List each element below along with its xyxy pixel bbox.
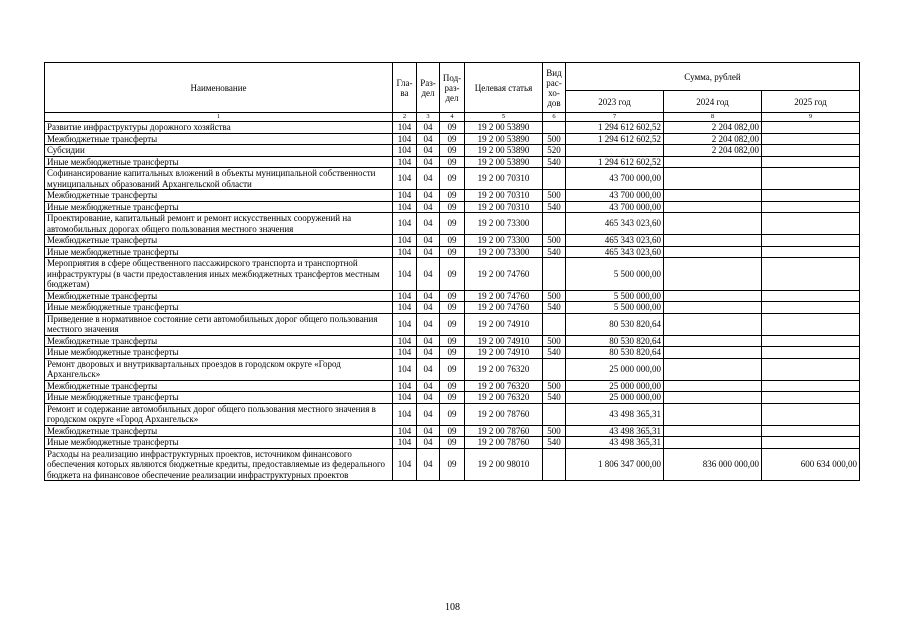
row-vid: 540 bbox=[543, 302, 566, 314]
row-target: 19 2 00 74760 bbox=[465, 258, 543, 291]
table-row bbox=[45, 335, 860, 347]
row-sum-2023: 43 700 000,00 bbox=[566, 168, 664, 190]
row-sum-2024 bbox=[664, 313, 762, 335]
row-podrazdel: 09 bbox=[440, 425, 465, 437]
row-razdel: 04 bbox=[417, 437, 440, 449]
column-number: 3 bbox=[417, 113, 440, 122]
row-target: 19 2 00 53890 bbox=[465, 156, 543, 168]
row-glava: 104 bbox=[393, 246, 417, 258]
row-name: Софинансирование капитальных вложений в объекты муниципальной собственности муниципальных образований Архангельской области bbox=[45, 168, 393, 190]
table-row bbox=[45, 168, 860, 190]
row-vid bbox=[543, 168, 566, 190]
row-podrazdel: 09 bbox=[440, 246, 465, 258]
row-sum-2024: 836 000 000,00 bbox=[664, 448, 762, 481]
row-sum-2023: 25 000 000,00 bbox=[566, 358, 664, 380]
row-name: Приведение в нормативное состояние сети автомобильных дорог общего пользования местного значения bbox=[45, 313, 393, 335]
row-vid: 500 bbox=[543, 425, 566, 437]
row-podrazdel: 09 bbox=[440, 358, 465, 380]
row-name: Иные межбюджетные трансферты bbox=[45, 437, 393, 449]
row-sum-2025 bbox=[762, 313, 860, 335]
row-glava: 104 bbox=[393, 145, 417, 157]
row-sum-2024 bbox=[664, 156, 762, 168]
row-sum-2024: 2 204 082,00 bbox=[664, 122, 762, 134]
row-podrazdel: 09 bbox=[440, 437, 465, 449]
row-sum-2023: 43 498 365,31 bbox=[566, 425, 664, 437]
row-vid: 500 bbox=[543, 133, 566, 145]
row-sum-2025 bbox=[762, 302, 860, 314]
row-sum-2024 bbox=[664, 213, 762, 235]
row-podrazdel: 09 bbox=[440, 190, 465, 202]
table-row bbox=[45, 437, 860, 449]
row-sum-2023: 25 000 000,00 bbox=[566, 380, 664, 392]
row-sum-2023: 43 700 000,00 bbox=[566, 190, 664, 202]
row-target: 19 2 00 73300 bbox=[465, 246, 543, 258]
row-razdel: 04 bbox=[417, 403, 440, 425]
table-row bbox=[45, 213, 860, 235]
row-name: Иные межбюджетные трансферты bbox=[45, 246, 393, 258]
column-number: 9 bbox=[762, 113, 860, 122]
row-sum-2025 bbox=[762, 168, 860, 190]
header-vid: Вид рас-хо-дов bbox=[543, 63, 566, 113]
row-name: Иные межбюджетные трансферты bbox=[45, 392, 393, 404]
budget-table bbox=[44, 62, 860, 481]
row-vid: 540 bbox=[543, 201, 566, 213]
row-sum-2023: 465 343 023,60 bbox=[566, 235, 664, 247]
row-name: Иные межбюджетные трансферты bbox=[45, 302, 393, 314]
row-target: 19 2 00 98010 bbox=[465, 448, 543, 481]
row-name: Развитие инфраструктуры дорожного хозяйства bbox=[45, 122, 393, 134]
row-podrazdel: 09 bbox=[440, 213, 465, 235]
table-row bbox=[45, 246, 860, 258]
row-sum-2023: 80 530 820,64 bbox=[566, 313, 664, 335]
row-sum-2023: 43 498 365,31 bbox=[566, 437, 664, 449]
row-sum-2024: 2 204 082,00 bbox=[664, 145, 762, 157]
row-glava: 104 bbox=[393, 133, 417, 145]
row-name: Межбюджетные трансферты bbox=[45, 290, 393, 302]
row-vid bbox=[543, 403, 566, 425]
row-sum-2023: 1 806 347 000,00 bbox=[566, 448, 664, 481]
row-sum-2025 bbox=[762, 347, 860, 359]
row-sum-2025 bbox=[762, 235, 860, 247]
row-sum-2024 bbox=[664, 437, 762, 449]
header-2024: 2024 год bbox=[664, 91, 762, 113]
row-sum-2024 bbox=[664, 335, 762, 347]
row-vid: 500 bbox=[543, 190, 566, 202]
row-sum-2024 bbox=[664, 392, 762, 404]
row-razdel: 04 bbox=[417, 347, 440, 359]
row-target: 19 2 00 73300 bbox=[465, 235, 543, 247]
row-sum-2024 bbox=[664, 403, 762, 425]
row-podrazdel: 09 bbox=[440, 392, 465, 404]
row-sum-2025 bbox=[762, 145, 860, 157]
row-razdel: 04 bbox=[417, 201, 440, 213]
row-sum-2023: 43 498 365,31 bbox=[566, 403, 664, 425]
row-glava: 104 bbox=[393, 313, 417, 335]
row-podrazdel: 09 bbox=[440, 145, 465, 157]
row-podrazdel: 09 bbox=[440, 403, 465, 425]
row-sum-2025 bbox=[762, 290, 860, 302]
row-name: Межбюджетные трансферты bbox=[45, 190, 393, 202]
header-razdel: Раз-дел bbox=[417, 63, 440, 113]
row-target: 19 2 00 53890 bbox=[465, 133, 543, 145]
row-sum-2023: 43 700 000,00 bbox=[566, 201, 664, 213]
row-sum-2024 bbox=[664, 258, 762, 291]
row-sum-2023: 5 500 000,00 bbox=[566, 290, 664, 302]
row-sum-2024 bbox=[664, 201, 762, 213]
row-sum-2025 bbox=[762, 358, 860, 380]
row-sum-2023 bbox=[566, 145, 664, 157]
column-number: 8 bbox=[664, 113, 762, 122]
row-glava: 104 bbox=[393, 302, 417, 314]
row-vid: 540 bbox=[543, 347, 566, 359]
row-glava: 104 bbox=[393, 425, 417, 437]
row-vid bbox=[543, 358, 566, 380]
row-sum-2023: 5 500 000,00 bbox=[566, 258, 664, 291]
table-row bbox=[45, 358, 860, 380]
header-name: Наименование bbox=[45, 63, 393, 113]
row-vid: 540 bbox=[543, 156, 566, 168]
header-2023: 2023 год bbox=[566, 91, 664, 113]
row-sum-2024 bbox=[664, 347, 762, 359]
row-sum-2025 bbox=[762, 425, 860, 437]
row-target: 19 2 00 70310 bbox=[465, 201, 543, 213]
row-razdel: 04 bbox=[417, 335, 440, 347]
row-glava: 104 bbox=[393, 437, 417, 449]
row-vid: 520 bbox=[543, 145, 566, 157]
row-podrazdel: 09 bbox=[440, 302, 465, 314]
row-razdel: 04 bbox=[417, 213, 440, 235]
row-vid: 500 bbox=[543, 290, 566, 302]
header-target: Целевая статья bbox=[465, 63, 543, 113]
row-razdel: 04 bbox=[417, 122, 440, 134]
row-sum-2024 bbox=[664, 358, 762, 380]
row-target: 19 2 00 53890 bbox=[465, 122, 543, 134]
table-row bbox=[45, 302, 860, 314]
row-target: 19 2 00 74760 bbox=[465, 302, 543, 314]
row-sum-2025 bbox=[762, 122, 860, 134]
row-razdel: 04 bbox=[417, 448, 440, 481]
row-name: Субсидии bbox=[45, 145, 393, 157]
row-name: Проектирование, капитальный ремонт и ремонт искусственных сооружений на автомобильных дорогах общего пользования местного значения bbox=[45, 213, 393, 235]
row-podrazdel: 09 bbox=[440, 380, 465, 392]
row-target: 19 2 00 70310 bbox=[465, 168, 543, 190]
row-sum-2023: 80 530 820,64 bbox=[566, 335, 664, 347]
row-name: Иные межбюджетные трансферты bbox=[45, 201, 393, 213]
table-row bbox=[45, 425, 860, 437]
row-vid bbox=[543, 122, 566, 134]
row-sum-2025 bbox=[762, 133, 860, 145]
table-row bbox=[45, 448, 860, 481]
column-number: 7 bbox=[566, 113, 664, 122]
row-podrazdel: 09 bbox=[440, 290, 465, 302]
row-razdel: 04 bbox=[417, 425, 440, 437]
row-razdel: 04 bbox=[417, 133, 440, 145]
row-sum-2024 bbox=[664, 425, 762, 437]
page-number: 108 bbox=[445, 602, 460, 613]
row-vid bbox=[543, 213, 566, 235]
row-glava: 104 bbox=[393, 122, 417, 134]
row-vid bbox=[543, 258, 566, 291]
table-row bbox=[45, 313, 860, 335]
table-row bbox=[45, 235, 860, 247]
row-vid: 540 bbox=[543, 246, 566, 258]
row-podrazdel: 09 bbox=[440, 448, 465, 481]
row-sum-2025 bbox=[762, 190, 860, 202]
row-sum-2025 bbox=[762, 246, 860, 258]
row-razdel: 04 bbox=[417, 358, 440, 380]
row-glava: 104 bbox=[393, 392, 417, 404]
row-sum-2025 bbox=[762, 258, 860, 291]
row-target: 19 2 00 74910 bbox=[465, 347, 543, 359]
row-podrazdel: 09 bbox=[440, 122, 465, 134]
row-target: 19 2 00 73300 bbox=[465, 213, 543, 235]
header-sum: Сумма, рублей bbox=[566, 63, 860, 91]
table-row bbox=[45, 403, 860, 425]
row-podrazdel: 09 bbox=[440, 201, 465, 213]
row-sum-2024: 2 204 082,00 bbox=[664, 133, 762, 145]
row-sum-2025 bbox=[762, 335, 860, 347]
row-podrazdel: 09 bbox=[440, 258, 465, 291]
row-sum-2025 bbox=[762, 380, 860, 392]
row-name: Иные межбюджетные трансферты bbox=[45, 347, 393, 359]
row-glava: 104 bbox=[393, 258, 417, 291]
row-glava: 104 bbox=[393, 168, 417, 190]
table-row bbox=[45, 145, 860, 157]
row-name: Межбюджетные трансферты bbox=[45, 235, 393, 247]
row-target: 19 2 00 76320 bbox=[465, 392, 543, 404]
table-row bbox=[45, 380, 860, 392]
row-glava: 104 bbox=[393, 156, 417, 168]
row-sum-2025 bbox=[762, 156, 860, 168]
table-row bbox=[45, 347, 860, 359]
row-razdel: 04 bbox=[417, 313, 440, 335]
row-sum-2025 bbox=[762, 201, 860, 213]
column-number: 2 bbox=[393, 113, 417, 122]
row-razdel: 04 bbox=[417, 380, 440, 392]
row-target: 19 2 00 76320 bbox=[465, 358, 543, 380]
row-sum-2023: 80 530 820,64 bbox=[566, 347, 664, 359]
row-vid bbox=[543, 448, 566, 481]
row-sum-2024 bbox=[664, 235, 762, 247]
row-sum-2024 bbox=[664, 380, 762, 392]
row-sum-2024 bbox=[664, 246, 762, 258]
row-glava: 104 bbox=[393, 201, 417, 213]
row-sum-2023: 465 343 023,60 bbox=[566, 246, 664, 258]
row-glava: 104 bbox=[393, 347, 417, 359]
row-sum-2024 bbox=[664, 168, 762, 190]
header-glava: Гла-ва bbox=[393, 63, 417, 113]
row-podrazdel: 09 bbox=[440, 313, 465, 335]
row-target: 19 2 00 78760 bbox=[465, 425, 543, 437]
row-glava: 104 bbox=[393, 358, 417, 380]
row-name: Расходы на реализацию инфраструктурных проектов, источником финансового обеспечения которых являются бюджетные кредиты, предоставляемые из федерального бюджета на финансовое обеспечение реализации инфраструктурных проектов bbox=[45, 448, 393, 481]
row-name: Межбюджетные трансферты bbox=[45, 425, 393, 437]
column-number: 5 bbox=[465, 113, 543, 122]
row-vid bbox=[543, 313, 566, 335]
row-podrazdel: 09 bbox=[440, 168, 465, 190]
row-name: Мероприятия в сфере общественного пассажирского транспорта и транспортной инфраструктуры (в части предоставления иных межбюджетных трансфертов местным бюджетам) bbox=[45, 258, 393, 291]
row-name: Межбюджетные трансферты bbox=[45, 133, 393, 145]
row-razdel: 04 bbox=[417, 258, 440, 291]
row-sum-2025 bbox=[762, 213, 860, 235]
row-glava: 104 bbox=[393, 290, 417, 302]
row-razdel: 04 bbox=[417, 168, 440, 190]
row-razdel: 04 bbox=[417, 302, 440, 314]
row-glava: 104 bbox=[393, 380, 417, 392]
row-sum-2023: 1 294 612 602,52 bbox=[566, 122, 664, 134]
row-sum-2023: 5 500 000,00 bbox=[566, 302, 664, 314]
header-podrazdel: Под-раз-дел bbox=[440, 63, 465, 113]
row-glava: 104 bbox=[393, 335, 417, 347]
row-podrazdel: 09 bbox=[440, 133, 465, 145]
row-glava: 104 bbox=[393, 403, 417, 425]
table-row bbox=[45, 133, 860, 145]
row-podrazdel: 09 bbox=[440, 335, 465, 347]
row-vid: 500 bbox=[543, 380, 566, 392]
row-sum-2023: 25 000 000,00 bbox=[566, 392, 664, 404]
row-target: 19 2 00 74760 bbox=[465, 290, 543, 302]
table-row bbox=[45, 190, 860, 202]
row-sum-2023: 465 343 023,60 bbox=[566, 213, 664, 235]
row-name: Межбюджетные трансферты bbox=[45, 380, 393, 392]
row-target: 19 2 00 78760 bbox=[465, 403, 543, 425]
table-row bbox=[45, 290, 860, 302]
row-sum-2023: 1 294 612 602,52 bbox=[566, 156, 664, 168]
row-razdel: 04 bbox=[417, 392, 440, 404]
row-podrazdel: 09 bbox=[440, 235, 465, 247]
row-vid: 500 bbox=[543, 335, 566, 347]
row-sum-2025 bbox=[762, 392, 860, 404]
row-target: 19 2 00 76320 bbox=[465, 380, 543, 392]
row-razdel: 04 bbox=[417, 290, 440, 302]
table-row bbox=[45, 201, 860, 213]
row-sum-2024 bbox=[664, 290, 762, 302]
table-row bbox=[45, 122, 860, 134]
row-target: 19 2 00 53890 bbox=[465, 145, 543, 157]
row-target: 19 2 00 74910 bbox=[465, 335, 543, 347]
row-podrazdel: 09 bbox=[440, 347, 465, 359]
table-row bbox=[45, 258, 860, 291]
row-vid: 540 bbox=[543, 392, 566, 404]
column-number: 4 bbox=[440, 113, 465, 122]
row-name: Межбюджетные трансферты bbox=[45, 335, 393, 347]
row-target: 19 2 00 70310 bbox=[465, 190, 543, 202]
row-sum-2025: 600 634 000,00 bbox=[762, 448, 860, 481]
row-name: Иные межбюджетные трансферты bbox=[45, 156, 393, 168]
row-name: Ремонт и содержание автомобильных дорог общего пользования местного значения в городском округе «Город Архангельск» bbox=[45, 403, 393, 425]
row-razdel: 04 bbox=[417, 235, 440, 247]
row-razdel: 04 bbox=[417, 246, 440, 258]
table-row bbox=[45, 156, 860, 168]
row-glava: 104 bbox=[393, 235, 417, 247]
row-vid: 500 bbox=[543, 235, 566, 247]
column-number-row bbox=[45, 113, 860, 122]
row-sum-2025 bbox=[762, 403, 860, 425]
row-razdel: 04 bbox=[417, 190, 440, 202]
row-glava: 104 bbox=[393, 448, 417, 481]
row-glava: 104 bbox=[393, 213, 417, 235]
header-2025: 2025 год bbox=[762, 91, 860, 113]
row-target: 19 2 00 74910 bbox=[465, 313, 543, 335]
row-razdel: 04 bbox=[417, 145, 440, 157]
row-podrazdel: 09 bbox=[440, 156, 465, 168]
column-number: 6 bbox=[543, 113, 566, 122]
row-sum-2023: 1 294 612 602,52 bbox=[566, 133, 664, 145]
row-glava: 104 bbox=[393, 190, 417, 202]
column-number: 1 bbox=[45, 113, 393, 122]
row-name: Ремонт дворовых и внутриквартальных проездов в городском округе «Город Архангельск» bbox=[45, 358, 393, 380]
table-row bbox=[45, 392, 860, 404]
row-vid: 540 bbox=[543, 437, 566, 449]
row-razdel: 04 bbox=[417, 156, 440, 168]
row-sum-2024 bbox=[664, 190, 762, 202]
row-sum-2025 bbox=[762, 437, 860, 449]
row-target: 19 2 00 78760 bbox=[465, 437, 543, 449]
row-sum-2024 bbox=[664, 302, 762, 314]
